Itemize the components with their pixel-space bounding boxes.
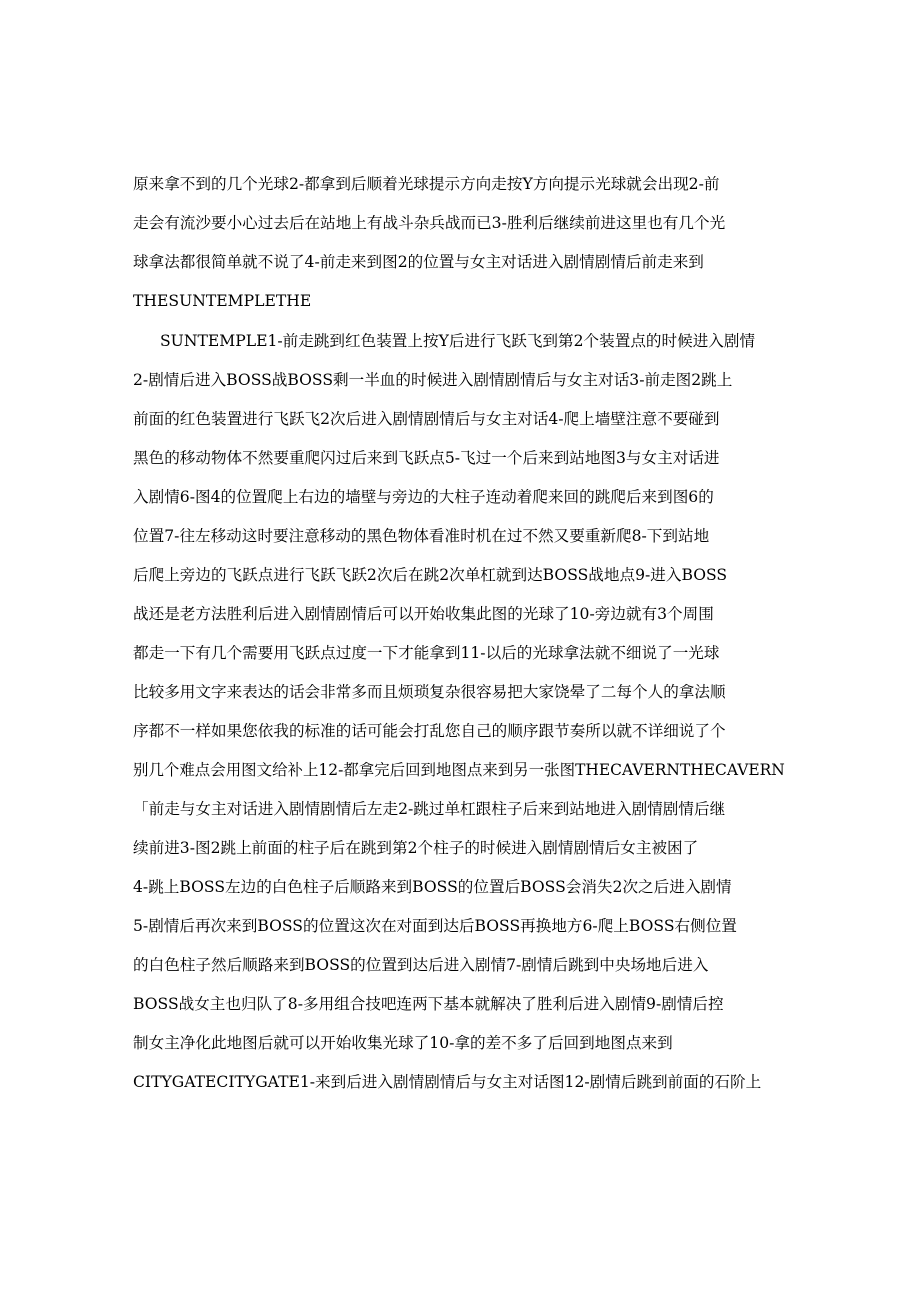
text-line: 球拿法都很简单就不说了4-前走来到图2的位置与女主对话进入剧情剧情后前走来到 [133, 253, 704, 271]
text-line: 4-跳上BOSS左边的白色柱子后顺路来到BOSS的位置后BOSS会消失2次之后进入剧情 [133, 878, 732, 896]
text-line: 的白色柱子然后顺路来到BOSS的位置到达后进入剧情7-剧情后跳到中央场地后进入 [133, 956, 709, 974]
text-line: 续前进3-图2跳上前面的柱子后在跳到第2个柱子的时候进入剧情剧情后女主被困了 [133, 839, 699, 857]
text-line: THESUNTEMPLETHE [133, 292, 312, 310]
text-line: 入剧情6-图4的位置爬上右边的墙壁与旁边的大柱子连动着爬来回的跳爬后来到图6的 [133, 488, 714, 506]
text-line: SUNTEMPLE1-前走跳到红色装置上按Y后进行飞跃飞到第2个装置点的时候进入剧情 [160, 332, 756, 350]
text-line: 2-剧情后进入BOSS战BOSS剩一半血的时候进入剧情剧情后与女主对话3-前走图2跳上 [133, 371, 733, 389]
text-line: 黑色的移动物体不然要重爬闪过后来到飞跃点5-飞过一个后来到站地图3与女主对话进 [133, 449, 720, 467]
text-line: 「前走与女主对话进入剧情剧情后左走2-跳过单杠跟柱子后来到站地进入剧情剧情后继 [133, 800, 726, 818]
text-line: 前面的红色装置进行飞跃飞2次后进入剧情剧情后与女主对话4-爬上墙壁注意不要碰到 [133, 410, 720, 428]
text-line: 走会有流沙要小心过去后在站地上有战斗杂兵战而已3-胜利后继续前进这里也有几个光 [133, 214, 726, 232]
text-line: 原来拿不到的几个光球2-都拿到后顺着光球提示方向走按Y方向提示光球就会出现2-前 [133, 175, 720, 193]
text-line: CITYGATECITYGATE1-来到后进入剧情剧情后与女主对话图12-剧情后跳到前面的石阶上 [133, 1073, 762, 1091]
text-line: 战还是老方法胜利后进入剧情剧情后可以开始收集此图的光球了10-旁边就有3个周围 [133, 605, 714, 623]
text-line: 都走一下有几个需要用飞跃点过度一下才能拿到11-以后的光球拿法就不细说了一光球 [133, 644, 720, 662]
text-line: 比较多用文字来表达的话会非常多而且烦琐复杂很容易把大家饶晕了二每个人的拿法顺 [133, 683, 726, 701]
text-line: 序都不一样如果您依我的标准的话可能会打乱您自己的顺序跟节奏所以就不详细说了个 [133, 722, 726, 740]
text-line: 制女主净化此地图后就可以开始收集光球了10-拿的差不多了后回到地图点来到 [133, 1034, 673, 1052]
text-line: 后爬上旁边的飞跃点进行飞跃飞跃2次后在跳2次单杠就到达BOSS战地点9-进入BOSS [133, 566, 728, 584]
text-line: 位置7-往左移动这时要注意移动的黑色物体看准时机在过不然又要重新爬8-下到站地 [133, 527, 710, 545]
text-line: BOSS战女主也归队了8-多用组合技吧连两下基本就解决了胜利后进入剧情9-剧情后控 [133, 995, 724, 1013]
text-line: 别几个难点会用图文给补上12-都拿完后回到地图点来到另一张图THECAVERNTHECAVERN [133, 761, 785, 779]
text-line: 5-剧情后再次来到BOSS的位置这次在对面到达后BOSS再换地方6-爬上BOSS右侧位置 [133, 917, 737, 935]
